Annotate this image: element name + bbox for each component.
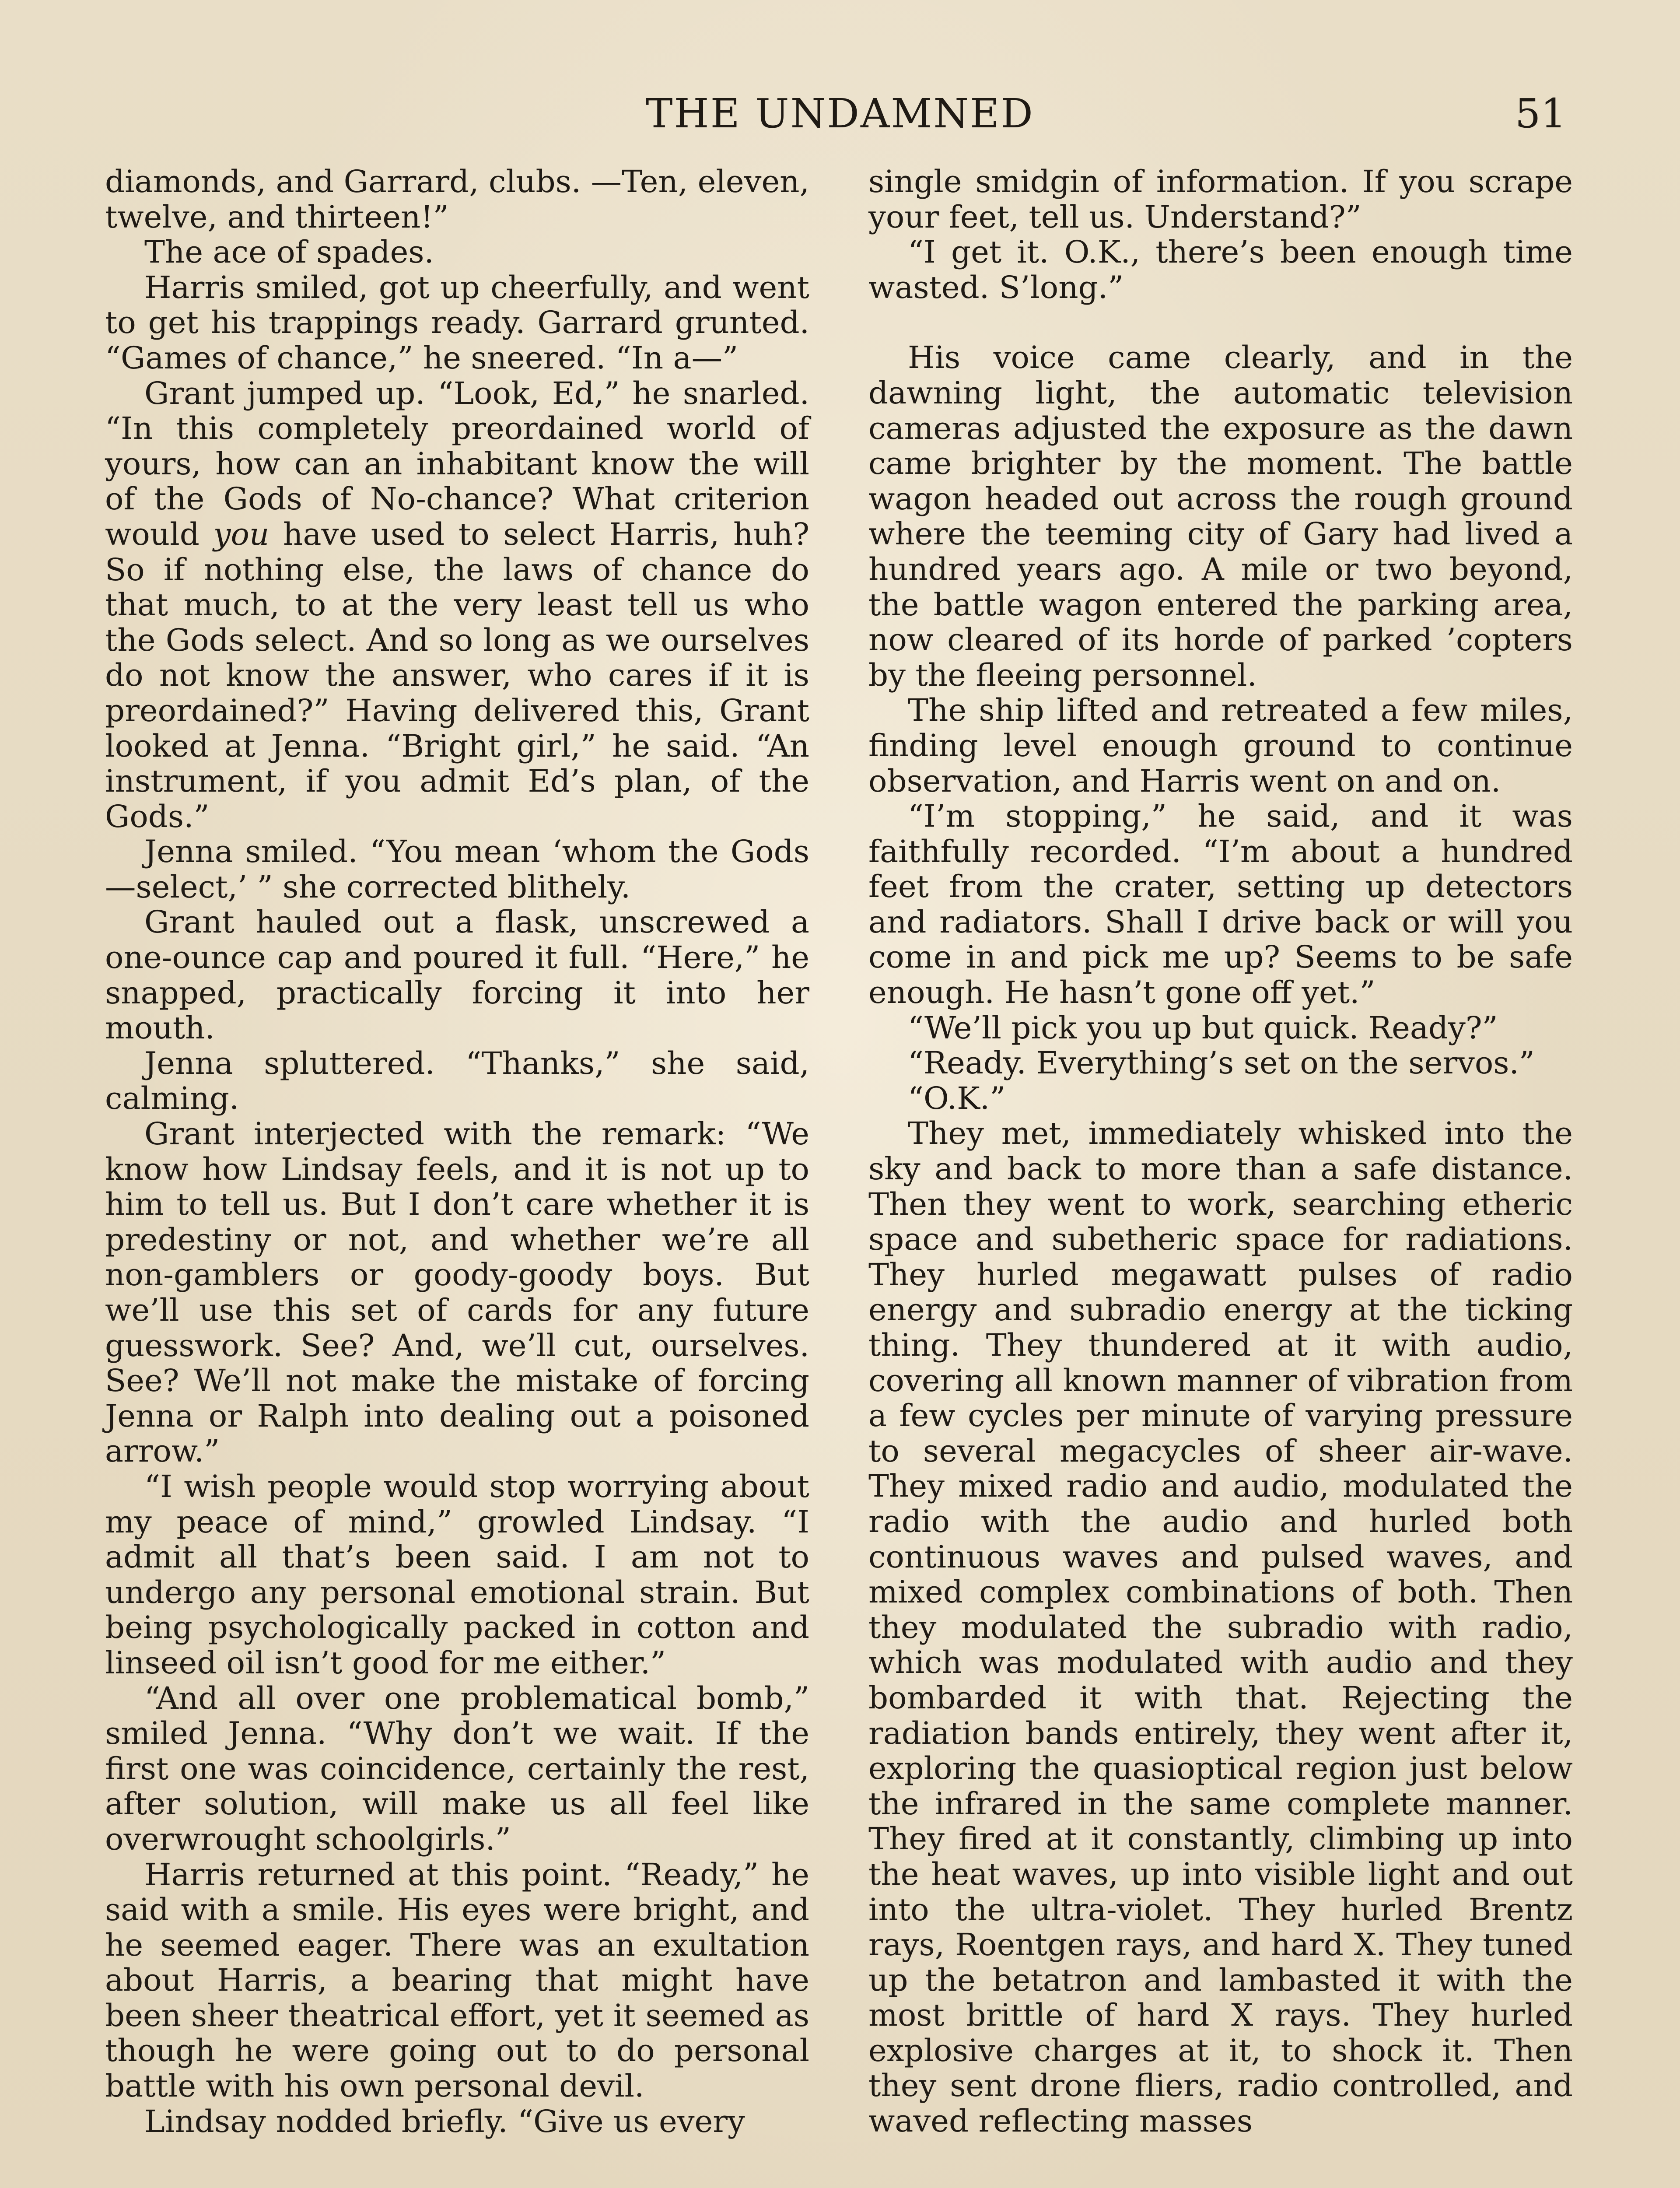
- page-header: [105, 88, 1575, 140]
- paragraph-text: have used to select Harris, huh? So if nothing else, the laws of chance do that much, to at the very least tell us who the Gods select. And so long as we ourselves do not know the answer, who cares if it is preordained?” Having delivered this, Grant looked at Jenna. “Bright girl,” he said. “An instrument, if you admit Ed’s plan, of the Gods.”: [105, 516, 809, 835]
- paragraph: single smidgin of information. If you scrape your feet, tell us. Understand?”: [868, 164, 1573, 235]
- emphasis-text: you: [213, 516, 270, 552]
- paragraph: They met, immediately whisked into the sky and back to more than a safe distance. Then they went to work, searching etheric space and subetheric space for radiations. They hurled megawatt pulses of radio energy and subradio energy at the ticking thing. They thundered at it with audio, covering all known manner of vibration from a few cycles per minute of varying pressure to several megacycles of sheer air-wave. They mixed radio and audio, modulated the radio with the audio and hurled both continuous waves and pulsed waves, and mixed complex combinations of both. Then they modulated the subradio with radio, which was modulated with audio and they bombarded it with that. Rejecting the radiation bands entirely, they went after it, exploring the quasioptical region just below the infrared in the same complete manner. They fired at it constantly, climbing up into the heat waves, up into visible light and out into the ultra-violet. They hurled Brentz rays, Roentgen rays, and hard X. They tuned up the betatron and lambasted it with the most brittle of hard X rays. They hurled explosive charges at it, to shock it. Then they sent drone fliers, radio controlled, and waved reflecting masses: [868, 1115, 1573, 2139]
- page-number: 51: [1515, 90, 1566, 137]
- paragraph: “I get it. O.K., there’s been enough time wasted. S’long.”: [868, 234, 1573, 305]
- paragraph-text: Grant jumped up. “Look, Ed,” he snarled. “In this completely preordained world of yours, how can an inhabitant know the will of the Gods of No-chance? What criterion would: [105, 375, 809, 552]
- paragraph: “And all over one problematical bomb,” smiled Jenna. “Why don’t we wait. If the first one was coincidence, certainly the rest, after solution, will make us all feel like overwrought schoolgirls.”: [105, 1680, 809, 1857]
- paragraph: The ace of spades.: [144, 234, 434, 270]
- paragraph: The ship lifted and retreated a few miles, finding level enough ground to continue observation, and Harris went on and on.: [868, 692, 1573, 799]
- paragraph: Harris smiled, got up cheerfully, and went to get his trappings ready. Garrard grunted. “Games of chance,” he sneered. “In a—”: [105, 269, 809, 376]
- paragraph: Grant hauled out a flask, unscrewed a one-ounce cap and poured it full. “Here,” he snapped, practically forcing it into her mouth.: [105, 904, 809, 1046]
- left-column: [105, 164, 809, 2139]
- paragraph: “O.K.”: [908, 1080, 1006, 1116]
- paragraph: Grant interjected with the remark: “We know how Lindsay feels, and it is not up to him to tell us. But I don’t care whether it is predestiny or not, and whether we’re all non-gamblers or goody-goody boys. But we’ll use this set of cards for any future guesswork. See? And, we’ll cut, ourselves. See? We’ll not make the mistake of forcing Jenna or Ralph into dealing out a poisoned arrow.”: [105, 1116, 809, 1469]
- paragraph: His voice came clearly, and in the dawning light, the automatic television cameras adjusted the exposure as the dawn came brighter by the moment. The battle wagon headed out across the rough ground where the teeming city of Gary had lived a hundred years ago. A mile or two beyond, the battle wagon entered the parking area, now cleared of its horde of parked ’copters by the fleeing personnel.: [868, 340, 1573, 693]
- paragraph: Jenna spluttered. “Thanks,” she said, calming.: [105, 1045, 809, 1117]
- paragraph: Jenna smiled. “You mean ‘whom the Gods—select,’ ” she corrected blithely.: [105, 834, 809, 905]
- running-title: THE UNDAMNED: [646, 90, 1034, 137]
- paragraph: diamonds, and Garrard, clubs. —Ten, eleven, twelve, and thirteen!”: [105, 164, 809, 235]
- paragraph: “Ready. Everything’s set on the servos.”: [908, 1045, 1535, 1081]
- paragraph: “I’m stopping,” he said, and it was faithfully recorded. “I’m about a hundred feet from the crater, setting up detectors and radiators. Shall I drive back or will you come in and pick me up? Seems to be safe enough. He hasn’t gone off yet.”: [868, 798, 1573, 1011]
- paragraph: [105, 376, 809, 835]
- paragraph: Lindsay nodded briefly. “Give us every: [144, 2103, 745, 2139]
- paragraph: Harris returned at this point. “Ready,” he said with a smile. His eyes were bright, and he seemed eager. There was an exultation about Harris, a bearing that might have been sheer theatrical effort, yet it seemed as though he were going out to do personal battle with his own personal devil.: [105, 1856, 809, 2104]
- paragraph: “I wish people would stop worrying about my peace of mind,” growled Lindsay. “I admit all that’s been said. I am not to undergo any personal emotional strain. But being psychologically packed in cotton and linseed oil isn’t good for me either.”: [105, 1468, 809, 1681]
- paragraph: “We’ll pick you up but quick. Ready?”: [908, 1010, 1498, 1046]
- right-column: [868, 164, 1573, 2139]
